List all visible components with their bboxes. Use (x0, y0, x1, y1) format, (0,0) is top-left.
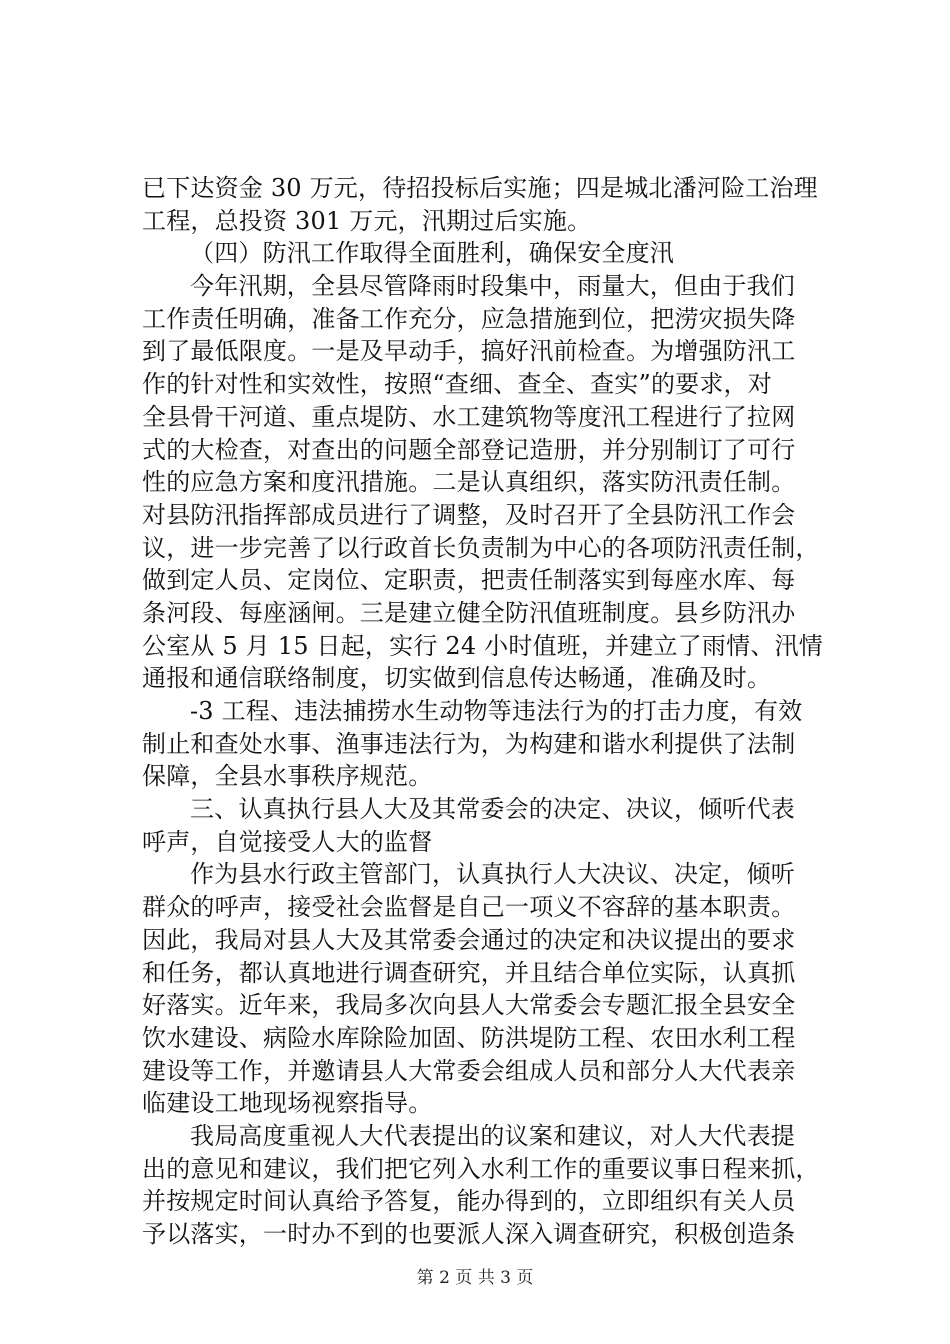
paragraph-start: 我局高度重视人大代表提出的议案和建议，对人大代表提 (190, 1121, 795, 1150)
text-line: 因此，我局对县人大及其常委会通过的决定和决议提出的要求 (142, 925, 796, 954)
text-line: 保障，全县水事秩序规范。 (142, 762, 433, 791)
text-line: 和任务，都认真地进行调查研究，并且结合单位实际，认真抓 (142, 958, 796, 987)
text-line: 临建设工地现场视察指导。 (142, 1089, 433, 1118)
text-line: 工程，总投资 301 万元，汛期过后实施。 (142, 206, 592, 235)
text-line: 性的应急方案和度汛措施。二是认真组织，落实防汛责任制。 (142, 468, 796, 497)
paragraph-start: -3 工程、违法捕捞水生动物等违法行为的打击力度，有效 (190, 697, 803, 725)
paragraph-start: 今年汛期，全县尽管降雨时段集中，雨量大，但由于我们 (190, 272, 795, 301)
text-line: 已下达资金 30 万元，待招投标后实施；四是城北潘河险工治理 (142, 174, 818, 202)
text-line: 予以落实，一时办不到的也要派人深入调查研究，积极创造条 (142, 1220, 796, 1248)
section-heading-continued: 呼声，自觉接受人大的监督 (142, 827, 433, 856)
text-line: 工作责任明确，准备工作充分，应急措施到位，把涝灾损失降 (142, 304, 796, 333)
text-line: 群众的呼声，接受社会监督是自己一项义不容辞的基本职责。 (142, 893, 796, 922)
section-heading: （四）防汛工作取得全面胜利，确保安全度汛 (190, 239, 674, 268)
text-line: 作的针对性和实效性，按照“查细、查全、查实”的要求，对 (142, 370, 772, 399)
section-heading: 三、认真执行县人大及其常委会的决定、决议，倾听代表 (190, 795, 795, 824)
text-line: 制止和查处水事、渔事违法行为，为构建和谐水利提供了法制 (142, 729, 796, 758)
text-line: 到了最低限度。一是及早动手，搞好汛前检查。为增强防汛工 (142, 337, 796, 366)
body-text (142, 172, 832, 1251)
text-line: 并按规定时间认真给予答复，能办得到的，立即组织有关人员 (142, 1187, 796, 1216)
text-line: 出的意见和建议，我们把它列入水利工作的重要议事日程来抓， (142, 1154, 820, 1183)
paragraph-start: 作为县水行政主管部门，认真执行人大决议、决定，倾听 (190, 860, 795, 889)
text-line: 饮水建设、病险水库除险加固、防洪堤防工程、农田水利工程 (142, 1023, 796, 1052)
text-line: 议，进一步完善了以行政首长负责制为中心的各项防汛责任制， (142, 533, 820, 562)
page-footer (0, 1268, 950, 1288)
text-line: 对县防汛指挥部成员进行了调整，及时召开了全县防汛工作会 (142, 500, 796, 529)
text-line: 条河段、每座涵闸。三是建立健全防汛值班制度。县乡防汛办 (142, 598, 796, 627)
text-line: 通报和通信联络制度，切实做到信息传达畅通，准确及时。 (142, 664, 772, 693)
text-line: 建设等工作，并邀请县人大常委会组成人员和部分人大代表亲 (142, 1056, 796, 1085)
page-number: 第 2 页 共 3 页 (416, 1268, 534, 1288)
text-line: 好落实。近年来，我局多次向县人大常委会专题汇报全县安全 (142, 991, 796, 1020)
text-line: 做到定人员、定岗位、定职责，把责任制落实到每座水库、每 (142, 566, 796, 595)
text-line: 全县骨干河道、重点堤防、水工建筑物等度汛工程进行了拉网 (142, 402, 796, 431)
text-line: 式的大检查，对查出的问题全部登记造册，并分别制订了可行 (142, 435, 796, 464)
text-line: 公室从 5 月 15 日起，实行 24 小时值班，并建立了雨情、汛情 (142, 631, 823, 660)
